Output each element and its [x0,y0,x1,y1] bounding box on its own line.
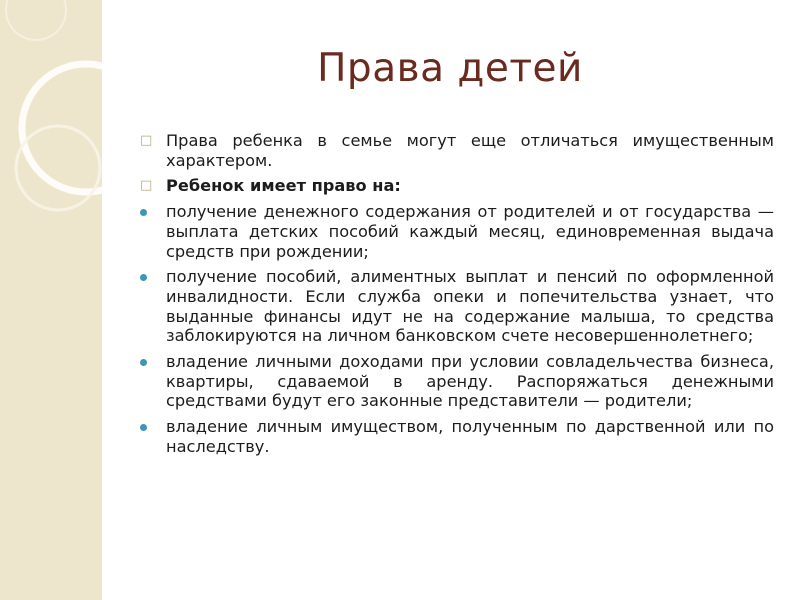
list-item-text: Ребенок имеет право на: [166,176,401,196]
decorative-side-band [0,0,102,600]
list-item-text: владение личным имуществом, полученным по дарственной или по наследству. [166,417,774,456]
list-item [140,417,774,456]
list-item-text: получение пособий, алиментных выплат и пенсий по оформленной инвалидности. Если служба опеки и попечительства узнает, что выданные финансы идут не на содержание малыша, то средства заблокируются на личном банковском счете несовершеннолетнего; [166,267,774,346]
dot-bullet-icon [140,209,147,216]
list-item-text: получение денежного содержания от родителей и от государства — выплата детских пособий каждый месяц, единовременная выдача средств при рождении; [166,202,774,261]
list-item [140,202,774,261]
list-item [140,176,774,196]
bullet-list [140,131,774,463]
list-item-text: Права ребенка в семье могут еще отличаться имущественным характером. [166,131,774,170]
list-item [140,131,774,170]
empty-square-bullet-icon: □ [140,178,153,194]
decorative-circles-graphic [0,0,102,600]
list-item [140,267,774,346]
list-item [140,352,774,411]
side-divider [102,0,104,600]
dot-bullet-icon [140,274,147,281]
empty-square-bullet-icon: □ [140,133,153,148]
list-item-text: владение личными доходами при условии совладельчества бизнеса, квартиры, сдаваемой в аренду. Распоряжаться денежными средствами будут его законные представители — родители; [166,352,774,411]
dot-bullet-icon [140,359,147,366]
dot-bullet-icon [140,424,147,431]
slide-title: Права детей [317,46,583,91]
